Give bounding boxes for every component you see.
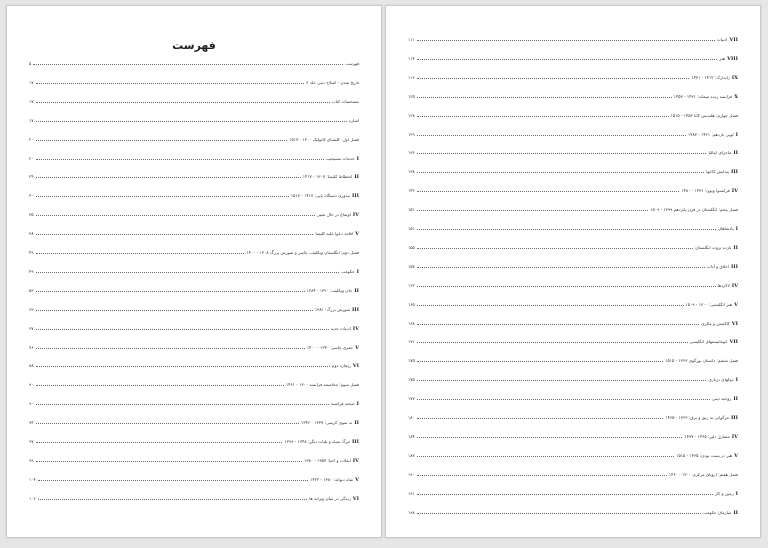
toc-page-number: ۱۴۲ — [408, 188, 415, 194]
toc-section-numeral: III — [351, 193, 359, 200]
toc-section-numeral: IV — [731, 433, 738, 440]
toc-page-number: ۶۷ — [29, 325, 34, 331]
toc-section-numeral: I — [356, 268, 359, 275]
toc-entry[interactable] — [408, 146, 738, 156]
toc-page-number: ۹۰ — [29, 382, 34, 388]
toc-entry-label: فصل پنجم: انگلستان در قرن پانزدهم ۱۳۹۹ - ۱۵۰۹ — [650, 207, 738, 213]
toc-entry[interactable] — [408, 71, 738, 81]
toc-leader-dots — [417, 361, 664, 362]
toc-entry[interactable] — [408, 487, 738, 497]
toc-entry[interactable] — [29, 133, 359, 143]
toc-entry-label: پیدایش کاخها — [706, 169, 729, 175]
toc-page-number: ۱۳۶ — [408, 150, 415, 156]
toc-entry-label: به سوی کرسی: ۱۳۳۷ - ۱۳۴۶ — [301, 420, 353, 426]
toc-entry-label: مرگوانی به زیق و برق: ۱۳۶۳ - ۱۴۶۵ — [665, 415, 729, 420]
toc-entry[interactable] — [29, 492, 359, 502]
toc-entry-label: فرانسوا ویون: ۱۴۳۱ - ۱۴۸۰ — [681, 188, 730, 194]
toc-page-number: ۱۷ — [29, 98, 34, 104]
toc-leader-dots — [417, 229, 716, 230]
toc-page-number: ۱۳۸ — [408, 169, 415, 175]
toc-section-numeral: I — [356, 401, 359, 408]
toc-entry[interactable] — [29, 397, 359, 407]
toc-entry-label: هنر انگلیسی: ۱۳۰۰ - ۱۵۰۹ — [685, 301, 733, 307]
toc-entry[interactable] — [29, 378, 359, 388]
toc-section-numeral: II — [354, 287, 359, 294]
toc-section-numeral: II — [733, 244, 738, 251]
toc-section-numeral: III — [351, 439, 359, 445]
toc-entry[interactable] — [408, 335, 738, 345]
toc-section-numeral: V — [355, 476, 359, 483]
toc-leader-dots — [36, 272, 340, 273]
toc-title: فهرست — [172, 39, 216, 52]
toc-entry[interactable] — [408, 260, 738, 270]
toc-entry[interactable] — [408, 222, 738, 232]
toc-entry-label: فصل اول: کلیسای کاتولیک ۱۳۰۰ - ۱۵۱۷ — [289, 136, 359, 142]
toc-entry[interactable] — [408, 392, 738, 402]
toc-leader-dots — [417, 437, 683, 438]
toc-leader-dots — [36, 348, 305, 349]
toc-page-number: ۱۵۱ — [408, 207, 415, 213]
toc-entry[interactable] — [29, 208, 359, 218]
toc-page-number: ۱۶۵ — [408, 301, 415, 307]
toc-entry[interactable] — [29, 95, 359, 105]
toc-leader-dots — [36, 404, 329, 405]
toc-section-numeral: IV — [731, 188, 738, 195]
toc-leader-dots — [36, 215, 316, 216]
toc-entry-label: ژاندارک: ۱۴۱۲ - ۱۴۳۱ — [691, 74, 730, 80]
toc-section-numeral: II — [733, 509, 738, 516]
toc-page-number: ۱۹۸ — [408, 509, 415, 515]
toc-leader-dots — [36, 121, 347, 122]
toc-entry[interactable] — [408, 109, 738, 119]
toc-leader-dots — [417, 286, 716, 287]
toc-entry[interactable] — [408, 354, 738, 364]
toc-page-number: ۱۵۷ — [408, 263, 415, 269]
toc-page-number: ۱۲۹ — [408, 131, 415, 137]
toc-leader-dots — [417, 494, 713, 495]
toc-entry[interactable] — [408, 506, 738, 516]
toc-leader-dots — [36, 177, 301, 178]
toc-leader-dots — [417, 135, 686, 136]
toc-entry-label: ماجرای ایتالیا — [708, 150, 732, 156]
toc-leader-dots — [417, 97, 672, 98]
document-page-right — [385, 5, 761, 538]
toc-leader-dots — [417, 40, 715, 41]
toc-entry[interactable] — [408, 298, 738, 308]
toc-leader-dots — [36, 159, 324, 160]
toc-leader-dots — [417, 210, 649, 211]
toc-page-number: ۱۷۵ — [408, 358, 415, 364]
toc-leader-dots — [36, 385, 284, 386]
toc-section-numeral: II — [354, 174, 359, 181]
toc-page-number: ۹۰ — [29, 401, 34, 407]
toc-leader-dots — [36, 196, 289, 197]
toc-leader-dots — [36, 366, 330, 367]
toc-entry[interactable] — [29, 246, 359, 256]
toc-entry[interactable] — [29, 152, 359, 162]
toc-section-numeral: IV — [352, 457, 359, 464]
toc-entry[interactable] — [29, 416, 359, 426]
toc-entry-label: فصل سوم: مخاصمه فرانسه ۱۳۰۰ - ۱۴۶۱ — [285, 382, 359, 388]
toc-page-number: ۱۷۵ — [408, 377, 415, 383]
toc-leader-dots — [417, 380, 707, 381]
toc-page-number: ۳۸ — [29, 231, 34, 237]
toc-page-number: ۳۰ — [29, 193, 34, 199]
toc-leader-dots — [417, 267, 705, 268]
toc-page-number: ۱۲۵ — [408, 93, 415, 99]
toc-section-numeral: V — [355, 344, 359, 351]
toc-entry[interactable] — [408, 241, 738, 251]
toc-leader-dots — [36, 423, 300, 424]
toc-leader-dots — [417, 248, 694, 249]
toc-entry-label: زندگی در میان ویرانه ها — [309, 495, 351, 501]
toc-entry[interactable] — [29, 189, 359, 199]
toc-page-number: ۵ — [29, 61, 32, 66]
toc-page-number: ۲۰ — [29, 136, 34, 142]
toc-page-number: ۱۸۴ — [408, 433, 415, 439]
toc-entry-label: انحطاط کلیسا: ۱۳۰۷ - ۱۴۱۷ — [302, 174, 353, 180]
toc-page-number: ۱۸۰ — [408, 415, 415, 420]
toc-entry-label: فصل هفتم: اروپای مرکزی ۱۳۰۰ - ۱۴۶۰ — [668, 471, 738, 477]
toc-entry-label: شاه دیوانه: ۱۳۸۰ - ۱۴۲۲ — [310, 476, 354, 482]
toc-entry[interactable] — [29, 473, 359, 483]
toc-page-number: ۱۰۴ — [29, 476, 36, 482]
toc-leader-dots — [417, 456, 674, 457]
toc-page-number: ۲۴ — [29, 174, 34, 180]
toc-page-number: ۱۸۷ — [408, 452, 415, 458]
toc-entry-label: اخلاق و آداب — [706, 263, 729, 269]
toc-page-number: ۱۷ — [29, 79, 34, 85]
toc-page-number: ۱۷۱ — [408, 339, 415, 345]
toc-entry[interactable] — [29, 359, 359, 369]
toc-entry-label: روحیه دینی — [712, 396, 732, 402]
toc-leader-dots — [417, 399, 710, 400]
toc-entry-label: سازمان حکومت — [703, 509, 732, 515]
toc-entry[interactable] — [408, 279, 738, 289]
toc-page-number: ۳۵ — [29, 212, 34, 218]
toc-entry[interactable] — [29, 114, 359, 124]
toc-entry[interactable] — [29, 454, 359, 464]
toc-leader-dots — [36, 291, 305, 292]
toc-entry[interactable] — [408, 468, 738, 478]
toc-section-numeral: III — [730, 415, 738, 421]
toc-leader-dots — [417, 191, 680, 192]
toc-entry-label: شورش بزرگ: ۱۳۸۱ — [314, 306, 350, 312]
toc-leader-dots — [417, 172, 705, 173]
toc-entry[interactable] — [408, 373, 738, 383]
toc-entry[interactable] — [408, 52, 738, 62]
toc-section-numeral: I — [735, 226, 738, 232]
toc-entry-label: ادبیات — [716, 37, 728, 42]
toc-entry[interactable] — [29, 57, 359, 67]
toc-entry-label: زمین و کار — [714, 490, 734, 496]
toc-entry-label: مشارل دلیر: ۱۴۶۵ - ۱۴۷۷ — [684, 433, 730, 439]
toc-entry-label: ادبیات جدید — [330, 325, 351, 331]
toc-entry-label: انقلاب و احیا: ۱۳۵۷ - ۱۳۸۰ — [303, 457, 351, 463]
toc-entry-label: فهرست — [345, 61, 359, 66]
toc-entry[interactable] — [29, 76, 359, 86]
toc-entry-label: دوکهای درباری — [708, 377, 734, 383]
toc-section-numeral: II — [354, 420, 359, 427]
toc-section-numeral: II — [733, 396, 738, 403]
toc-entry-label: جفری چاسر: ۱۳۴۰ - ۱۴۰۰ — [306, 344, 354, 350]
toc-entry-label: لالاردها — [717, 282, 730, 288]
toc-entry[interactable] — [29, 170, 359, 180]
toc-section-numeral: VI — [352, 363, 359, 370]
toc-entry-label: پادشاهان — [718, 226, 734, 231]
toc-leader-dots — [36, 329, 329, 330]
toc-entry-label: فصل چهارم: هلندیس کاتا ۱۴۵۳ - ۱۵۱۵ — [670, 112, 738, 118]
toc-section-numeral: I — [735, 490, 738, 497]
toc-entry[interactable] — [408, 128, 738, 138]
toc-section-numeral: VI — [731, 320, 738, 327]
toc-entry[interactable] — [408, 90, 738, 100]
toc-section-numeral: V — [355, 231, 359, 238]
toc-leader-dots — [417, 78, 690, 79]
toc-page-number: ۱۱۴ — [408, 55, 415, 61]
toc-page-number: ۷۶ — [29, 344, 34, 350]
toc-leader-dots — [417, 342, 688, 343]
toc-entry[interactable] — [408, 203, 738, 213]
toc-entry-label: کاکستن و مالری — [701, 320, 730, 326]
toc-section-numeral: II — [733, 150, 738, 157]
toc-page-number: ۲۰ — [29, 155, 34, 161]
toc-entry-label: اوضاع در حال تغییر — [317, 212, 351, 218]
toc-section-numeral: X — [734, 93, 738, 100]
toc-entry[interactable] — [29, 284, 359, 294]
toc-entry-label: فرانسه زنده میماند: ۱۴۳۱ - ۱۴۵۳ — [673, 93, 733, 99]
toc-page-number: ۹۷ — [29, 439, 34, 444]
toc-page-number: ۱۱۱ — [408, 37, 415, 42]
toc-entry-label: اقامه دعوا علیه کلیسا — [315, 231, 354, 237]
toc-leader-dots — [36, 461, 302, 462]
toc-section-numeral: I — [735, 131, 738, 138]
toc-leader-dots — [417, 59, 718, 60]
toc-page-number: ۹۴ — [29, 420, 34, 426]
toc-leader-dots — [417, 116, 669, 117]
toc-leader-dots — [417, 324, 700, 325]
toc-section-numeral: V — [734, 301, 738, 308]
toc-leader-dots — [36, 310, 313, 311]
toc-section-numeral: IV — [352, 212, 359, 219]
toc-entry-label: اشاره — [348, 117, 359, 123]
toc-page-number: ۱۶۸ — [408, 320, 415, 326]
toc-section-numeral: VII — [729, 339, 738, 346]
toc-page-number: ۴۹ — [29, 268, 34, 274]
toc-entry-label: لویی یازدهم: ۱۴۶۱ - ۱۴۸۳ — [687, 131, 734, 137]
toc-section-numeral: VII — [729, 37, 738, 43]
toc-leader-dots — [36, 140, 288, 141]
toc-section-numeral: I — [735, 377, 738, 384]
toc-page-number: ۱۹۱ — [408, 490, 415, 496]
toc-section-numeral: IV — [731, 282, 738, 289]
toc-entry-label: جان ویکلیف: ۱۳۲۰ - ۱۳۸۴ — [306, 287, 353, 293]
toc-entry-label: هنر در پست بودن: ۱۴۶۵ - ۱۵۱۵ — [676, 452, 733, 458]
toc-entry[interactable] — [29, 265, 359, 275]
toc-entry[interactable] — [408, 411, 738, 421]
toc-entry-label: هنر — [719, 55, 726, 61]
toc-entry-label: بیدوری دستگاه پاپی: ۱۴۱۷ - ۱۵۱۷ — [290, 193, 350, 199]
toc-entry-label: صحنه فرانسه — [330, 401, 355, 407]
toc-entry[interactable] — [408, 184, 738, 194]
toc-page-number: ۱۷ — [29, 117, 34, 123]
toc-page-number: ۱۶۲ — [408, 282, 415, 288]
toc-leader-dots — [38, 499, 308, 500]
toc-section-numeral: III — [730, 169, 738, 176]
toc-page-number: ۶۳ — [29, 306, 34, 312]
toc-section-numeral: III — [351, 306, 359, 313]
toc-entry-label: تاریخ تمدن - اصلاح دینی جلد ۶ — [306, 79, 359, 85]
toc-leader-dots — [417, 418, 664, 419]
toc-section-numeral: I — [356, 155, 359, 162]
toc-leader-dots — [417, 475, 667, 476]
toc-page-number: ۱۰۶ — [29, 495, 36, 501]
toc-entry[interactable] — [408, 33, 738, 43]
toc-entry-label: حکومت — [341, 268, 355, 274]
toc-leader-dots — [38, 480, 308, 481]
toc-entry-label: انومانیستهای انگلیسی — [689, 339, 728, 345]
toc-page-number: ۱۵۱ — [408, 226, 415, 231]
toc-leader-dots — [36, 83, 305, 84]
toc-leader-dots — [36, 234, 314, 235]
toc-section-numeral: VI — [352, 495, 359, 502]
toc-entry-label: خدمات مسیحیت — [325, 155, 355, 161]
toc-entry[interactable] — [408, 430, 738, 440]
toc-leader-dots — [417, 513, 701, 514]
toc-entry[interactable] — [29, 322, 359, 332]
toc-section-numeral: IX — [731, 74, 738, 81]
toc-leader-dots — [417, 305, 684, 306]
toc-entry-label: بازده ثروت انگلستان — [695, 244, 732, 250]
toc-page-number: ۱۱۶ — [408, 74, 415, 80]
toc-page-number: ۱۷۷ — [408, 396, 415, 402]
toc-page-number: ۸۸ — [29, 363, 34, 369]
toc-section-numeral: IV — [352, 325, 359, 332]
toc-entry[interactable] — [408, 449, 738, 459]
toc-entry-label: مشخصات کتاب — [331, 98, 359, 104]
toc-entry[interactable] — [29, 435, 359, 445]
toc-entry-label: فصل دوم: انگلستان ویکلیف، چاسر و شورش بزرگ ۱۳۰۸ - ۱۴۰۰ — [246, 250, 359, 255]
toc-page-number: ۱۵۵ — [408, 244, 415, 250]
toc-entry-label: ریچارد دوم — [331, 363, 351, 369]
toc-entry[interactable] — [29, 227, 359, 237]
toc-page-number: ۴۹ — [29, 250, 34, 255]
toc-leader-dots — [36, 102, 330, 103]
toc-section-numeral: V — [734, 452, 738, 459]
toc-leader-dots — [417, 153, 707, 154]
toc-leader-dots — [36, 442, 283, 443]
toc-entry[interactable] — [29, 303, 359, 313]
toc-page-number: ۱۲۸ — [408, 112, 415, 118]
toc-entry-label: مرگ سیاه و بلیات دیگر: ۱۳۴۸ - ۱۳۹۹ — [284, 439, 350, 444]
toc-page-number: ۵۳ — [29, 287, 34, 293]
toc-entry-label: فصل ششم: داستان بورگوی ۱۳۶۳ - ۱۵۱۵ — [665, 358, 738, 364]
toc-leader-dots — [36, 253, 245, 254]
toc-section-numeral: VIII — [727, 55, 738, 62]
toc-entry[interactable] — [29, 341, 359, 351]
toc-section-numeral: III — [730, 263, 738, 270]
toc-entry[interactable] — [408, 317, 738, 327]
toc-entry[interactable] — [408, 165, 738, 175]
toc-leader-dots — [33, 64, 343, 65]
toc-page-number: ۹۹ — [29, 457, 34, 463]
toc-page-number: ۱۹۰ — [408, 471, 415, 477]
document-page-left — [6, 5, 382, 538]
